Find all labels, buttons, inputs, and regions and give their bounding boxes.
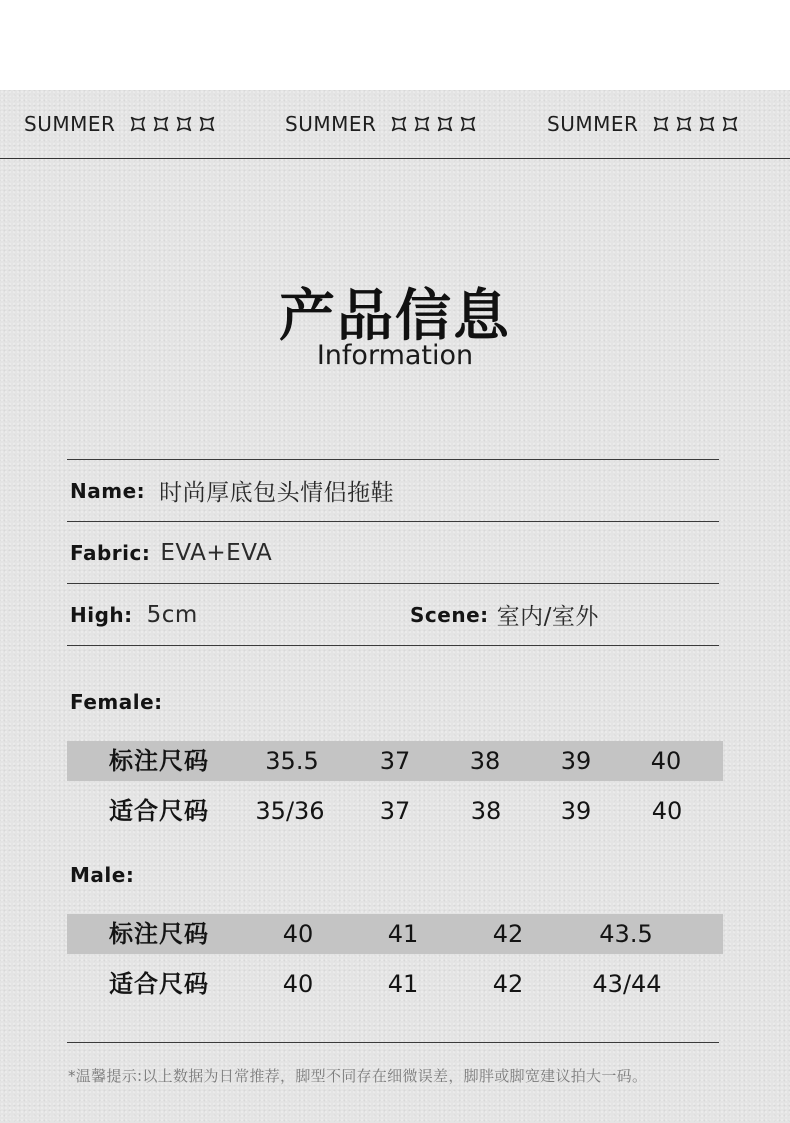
info-panel (0, 90, 790, 1123)
four-point-star-outline-icon (434, 113, 456, 135)
female-fit-row (67, 791, 723, 831)
size-cell: 38 (470, 797, 502, 825)
four-point-star-outline-icon (196, 113, 218, 135)
star-cluster (650, 113, 741, 135)
four-point-star-outline-icon (457, 113, 479, 135)
banner-group (285, 112, 479, 136)
size-cell: 35.5 (265, 747, 319, 775)
size-cell: 40 (282, 970, 314, 998)
four-point-star-outline-icon (673, 113, 695, 135)
high-value: 5cm (146, 601, 198, 628)
scene-group (410, 584, 599, 645)
size-cell: 39 (560, 747, 592, 775)
info-row-fabric (67, 522, 719, 583)
marked-size-label: 标注尺码 (109, 747, 209, 775)
size-note: *温馨提示:以上数据为日常推荐，脚型不同存在细微误差，脚胖或脚宽建议拍大一码。 (68, 1067, 648, 1085)
high-label: High: (70, 602, 133, 627)
page-title: 产品信息 (279, 284, 511, 349)
four-point-star-outline-icon (127, 113, 149, 135)
page-subtitle: Information (316, 340, 474, 371)
four-point-star-outline-icon (150, 113, 172, 135)
four-point-star-outline-icon (650, 113, 672, 135)
female-marked-row (67, 741, 723, 781)
scene-label: Scene: (410, 602, 489, 627)
size-cell: 37 (379, 797, 411, 825)
info-row-name (67, 460, 719, 521)
fit-size-label: 适合尺码 (109, 970, 209, 998)
info-row-high-scene (67, 584, 719, 645)
female-title: Female: (70, 690, 163, 714)
male-fit-row (67, 964, 723, 1004)
four-point-star-outline-icon (696, 113, 718, 135)
size-cell: 41 (387, 920, 419, 948)
size-cell: 35/36 (255, 797, 325, 825)
male-title: Male: (70, 863, 135, 887)
size-cell: 40 (650, 747, 682, 775)
four-point-star-outline-icon (719, 113, 741, 135)
product-info-table (67, 459, 719, 646)
size-cell: 38 (469, 747, 501, 775)
size-cell: 42 (492, 920, 524, 948)
size-cell: 41 (387, 970, 419, 998)
summer-banner (0, 90, 790, 159)
name-label: Name: (70, 478, 146, 503)
banner-word: SUMMER (24, 112, 116, 136)
four-point-star-outline-icon (388, 113, 410, 135)
marked-size-label: 标注尺码 (109, 920, 209, 948)
fit-size-label: 适合尺码 (109, 797, 209, 825)
banner-group (24, 112, 218, 136)
size-cell: 43.5 (599, 920, 653, 948)
male-marked-row (67, 914, 723, 954)
size-cell: 40 (282, 920, 314, 948)
name-value: 时尚厚底包头情侣拖鞋 (159, 480, 395, 506)
size-cell: 40 (651, 797, 683, 825)
fabric-label: Fabric: (70, 540, 151, 565)
divider (67, 1042, 719, 1043)
fabric-value: EVA+EVA (160, 539, 273, 566)
four-point-star-outline-icon (411, 113, 433, 135)
banner-word: SUMMER (547, 112, 639, 136)
banner-group (547, 112, 741, 136)
four-point-star-outline-icon (173, 113, 195, 135)
size-cell: 42 (492, 970, 524, 998)
size-cell: 37 (379, 747, 411, 775)
size-cell: 43/44 (592, 970, 662, 998)
scene-value: 室内/室外 (496, 604, 599, 630)
banner-word: SUMMER (285, 112, 377, 136)
size-cell: 39 (560, 797, 592, 825)
star-cluster (388, 113, 479, 135)
star-cluster (127, 113, 218, 135)
divider (67, 645, 719, 646)
